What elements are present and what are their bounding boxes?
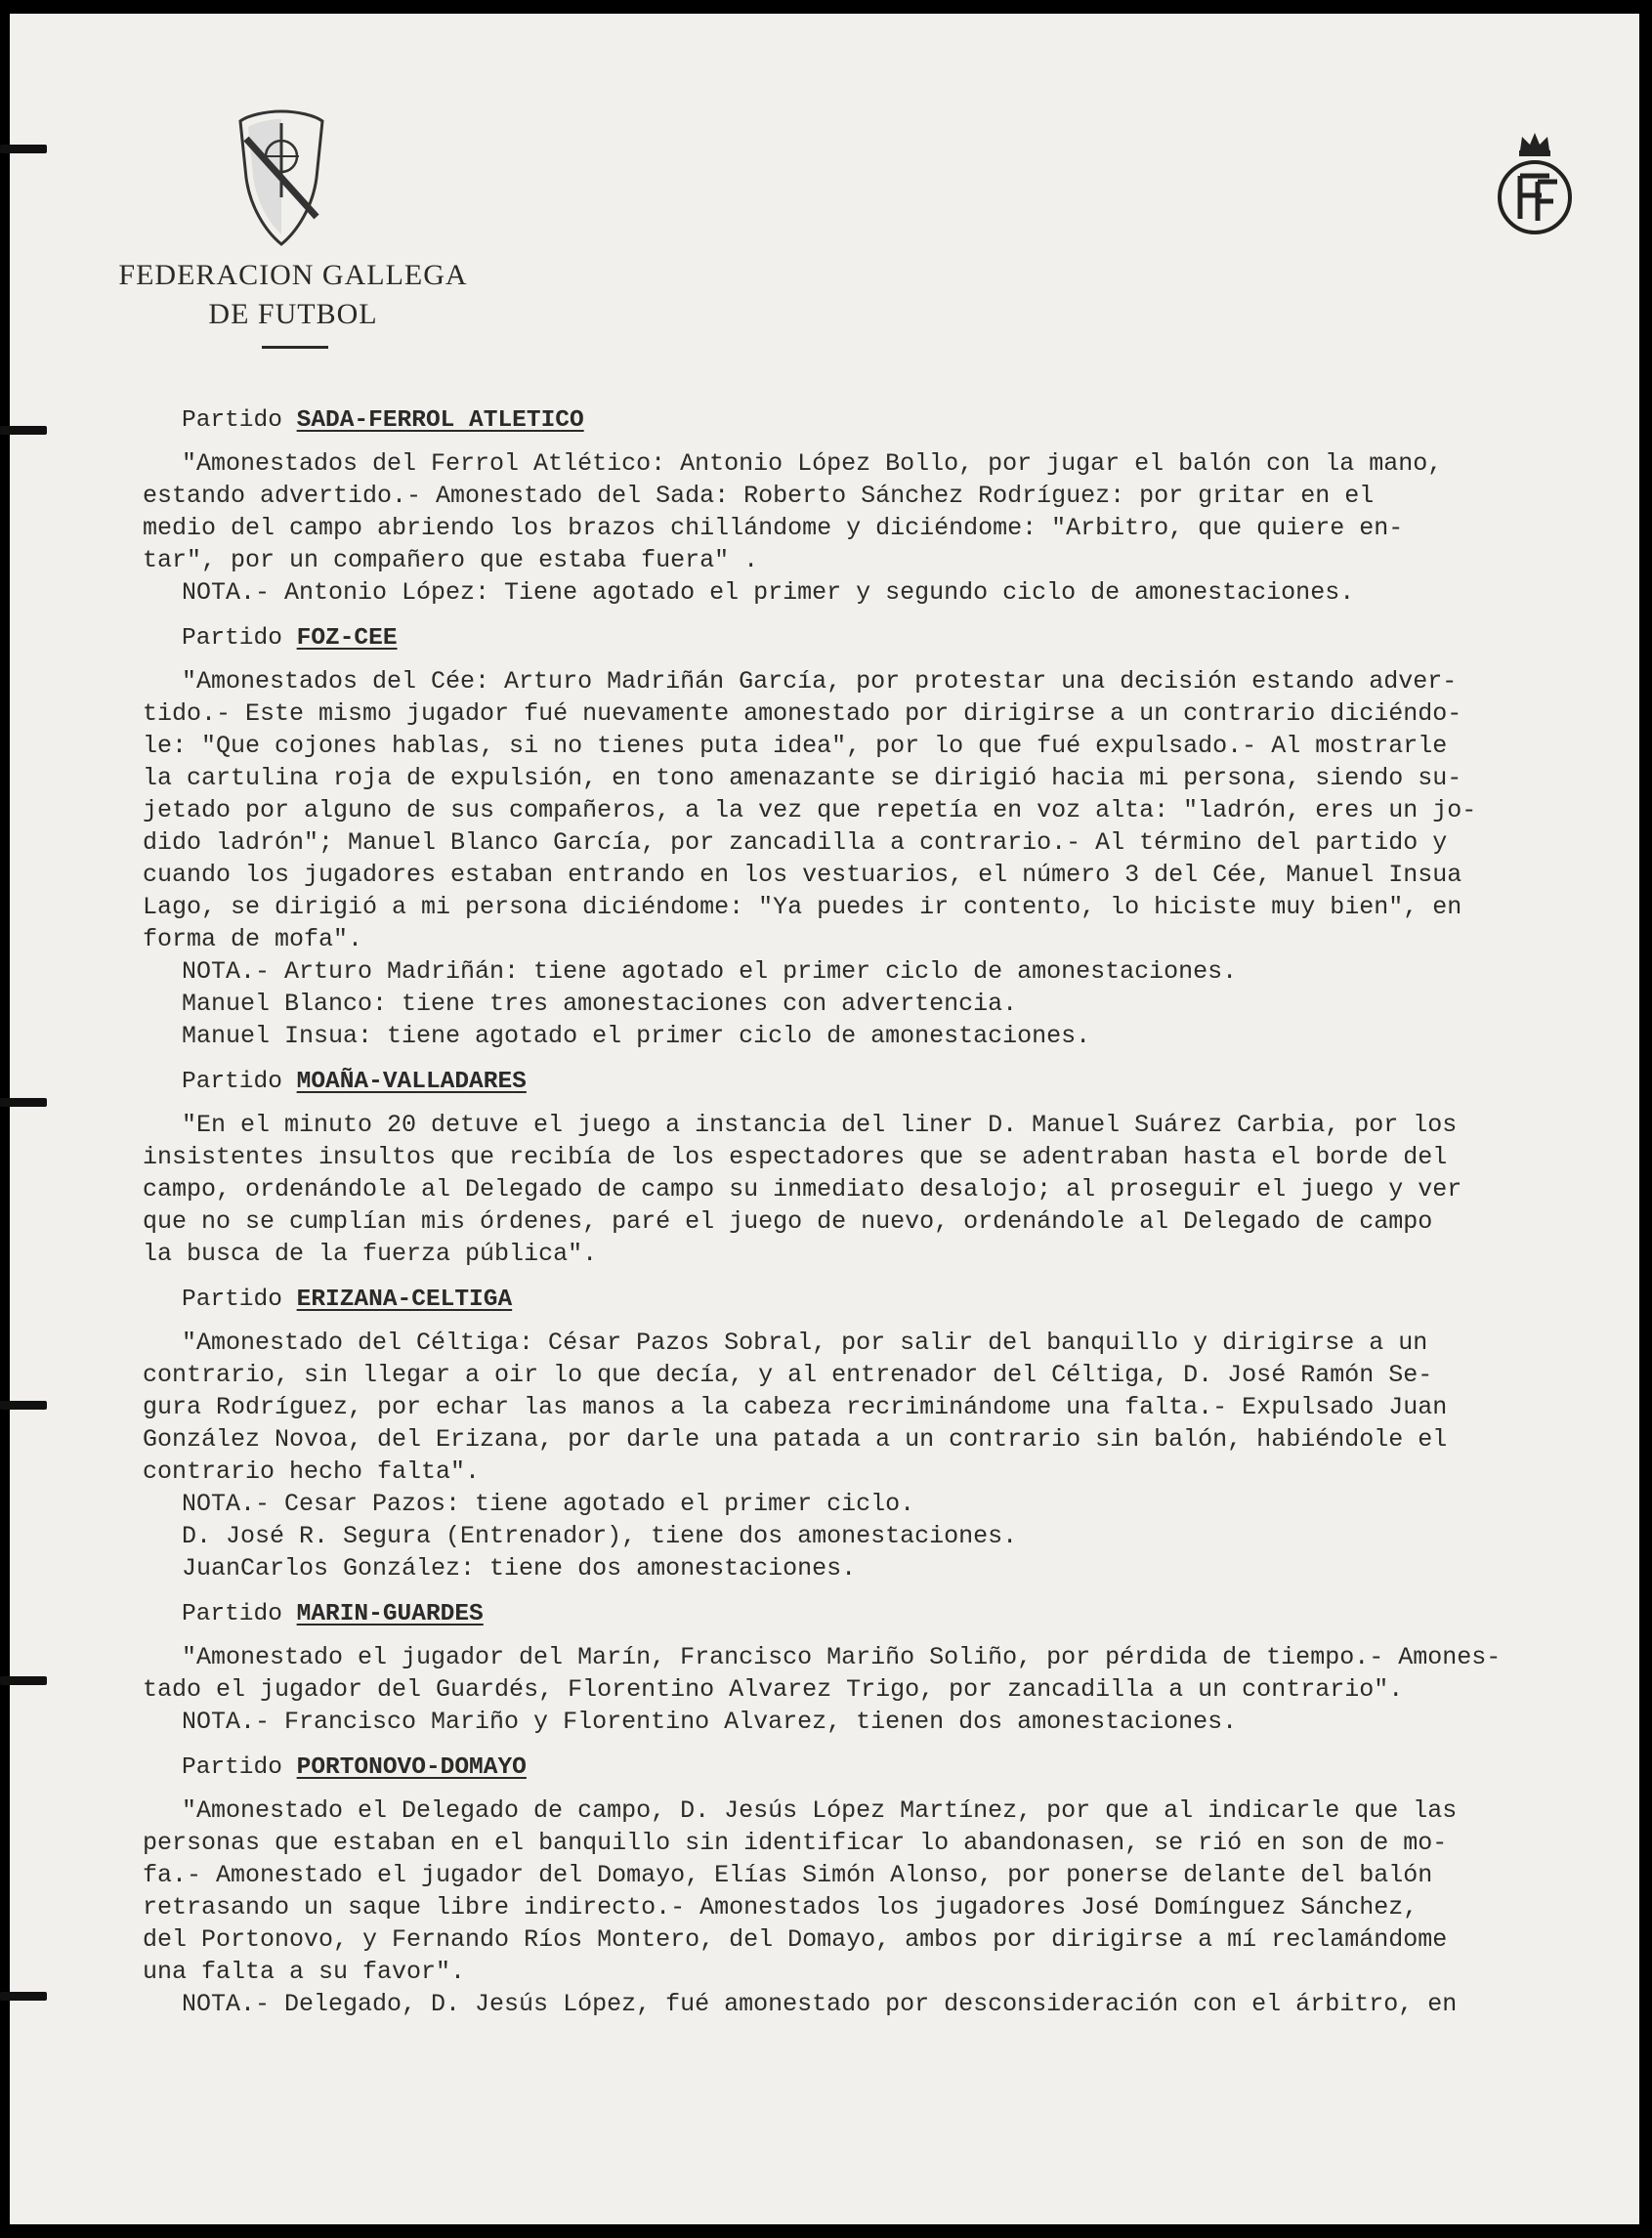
binder-hole bbox=[0, 1401, 47, 1410]
binder-hole bbox=[0, 426, 47, 435]
match-section bbox=[143, 622, 1618, 1052]
report-text-line: personas que estaban en el banquillo sin identificar lo abandonasen, se rió en son de mo- bbox=[143, 1829, 1448, 1857]
report-text-line: estando advertido.- Amonestado del Sada: Roberto Sánchez Rodríguez: por gritar en el bbox=[143, 482, 1375, 510]
match-teams: MOAÑA-VALLADARES bbox=[296, 1069, 527, 1095]
org-line-1: FEDERACION GALLEGA bbox=[118, 259, 468, 291]
report-text-line: "Amonestados del Ferrol Atlético: Antonio López Bollo, por jugar el balón con la mano, bbox=[182, 449, 1443, 478]
report-text-line: dido ladrón"; Manuel Blanco García, por zancadilla a contrario.- Al término del partido y bbox=[143, 828, 1448, 857]
match-heading bbox=[182, 622, 398, 655]
report-text-line: medio del campo abriendo los brazos chillándome y diciéndome: "Arbitro, que quiere en- bbox=[143, 514, 1404, 542]
note-line: NOTA.- Delegado, D. Jesús López, fué amonestado por desconsideración con el árbitro, en bbox=[182, 1990, 1458, 2018]
report-text-line: "Amonestado del Céltiga: César Pazos Sobral, por salir del banquillo y dirigirse a un bbox=[182, 1329, 1428, 1357]
header-divider bbox=[262, 346, 328, 349]
report-text-line: "Amonestado el Delegado de campo, D. Jesús López Martínez, por que al indicarle que las bbox=[182, 1796, 1458, 1825]
organization-name bbox=[88, 256, 498, 334]
note-line: Manuel Insua: tiene agotado el primer ciclo de amonestaciones. bbox=[182, 1022, 1091, 1050]
report-text-line: tar", por un compañero que estaba fuera" . bbox=[143, 546, 759, 574]
report-text-line: que no se cumplían mis órdenes, paré el juego de nuevo, ordenándole al Delegado de campo bbox=[143, 1207, 1433, 1236]
note-line: NOTA.- Francisco Mariño y Florentino Alvarez, tienen dos amonestaciones. bbox=[182, 1708, 1238, 1736]
match-heading bbox=[182, 404, 584, 438]
match-label: Partido bbox=[182, 1754, 282, 1781]
report-text-line: del Portonovo, y Fernando Ríos Montero, del Domayo, ambos por dirigirse a mí reclamándome bbox=[143, 1925, 1448, 1954]
report-text-line: le: "Que cojones hablas, si no tienes puta idea", por lo que fué expulsado.- Al mostrarle bbox=[143, 732, 1448, 760]
match-label: Partido bbox=[182, 1069, 282, 1095]
report-text-line: "Amonestados del Cée: Arturo Madriñán García, por protestar una decisión estando adver- bbox=[182, 667, 1458, 696]
report-text-line: Lago, se dirigió a mi persona diciéndome: "Ya puedes ir contento, lo hiciste muy bien", en bbox=[143, 893, 1462, 921]
match-teams: PORTONOVO-DOMAYO bbox=[296, 1754, 527, 1781]
match-section bbox=[143, 1598, 1618, 1738]
binder-hole bbox=[0, 1098, 47, 1107]
note-line: Manuel Blanco: tiene tres amonestaciones con advertencia. bbox=[182, 990, 1018, 1018]
match-heading bbox=[182, 1752, 527, 1785]
report-text-line: forma de mofa". bbox=[143, 925, 363, 953]
report-text-line: "Amonestado el jugador del Marín, Francisco Mariño Soliño, por pérdida de tiempo.- Amones- bbox=[182, 1643, 1502, 1671]
match-label: Partido bbox=[182, 1601, 282, 1627]
report-text-line: una falta a su favor". bbox=[143, 1958, 466, 1986]
binder-hole bbox=[0, 1676, 47, 1685]
match-heading bbox=[182, 1284, 512, 1317]
report-text-line: "En el minuto 20 detuve el juego a instancia del liner D. Manuel Suárez Carbia, por los bbox=[182, 1111, 1458, 1139]
referee-report-body bbox=[143, 404, 1618, 2034]
report-text-line: contrario hecho falta". bbox=[143, 1457, 481, 1486]
match-teams: SADA-FERROL ATLETICO bbox=[296, 407, 584, 434]
report-text-line: campo, ordenándole al Delegado de campo su inmediato desalojo; al proseguir el juego y ver bbox=[143, 1175, 1462, 1203]
rfef-crest-logo bbox=[1493, 129, 1577, 236]
match-heading bbox=[182, 1598, 484, 1631]
federation-shield-logo bbox=[236, 109, 326, 246]
match-section bbox=[143, 404, 1618, 609]
match-teams: ERIZANA-CELTIGA bbox=[296, 1287, 513, 1313]
report-text-line: la cartulina roja de expulsión, en tono amenazante se dirigió hacia mi persona, siendo su- bbox=[143, 764, 1462, 792]
match-label: Partido bbox=[182, 407, 282, 434]
match-heading bbox=[182, 1066, 527, 1099]
org-line-2: DE FUTBOL bbox=[208, 298, 378, 330]
report-text-line: jetado por alguno de sus compañeros, a la vez que repetía en voz alta: "ladrón, eres un jo- bbox=[143, 796, 1477, 824]
note-line: NOTA.- Antonio López: Tiene agotado el primer y segundo ciclo de amonestaciones. bbox=[182, 578, 1355, 607]
document-page bbox=[10, 14, 1639, 2224]
report-text-line: contrario, sin llegar a oir lo que decía, y al entrenador del Céltiga, D. José Ramón Se- bbox=[143, 1361, 1433, 1389]
note-line: D. José R. Segura (Entrenador), tiene dos amonestaciones. bbox=[182, 1522, 1018, 1550]
report-text-line: insistentes insultos que recibía de los espectadores que se adentraban hasta el borde del bbox=[143, 1143, 1448, 1171]
note-line: JuanCarlos González: tiene dos amonestaciones. bbox=[182, 1554, 857, 1583]
report-text-line: González Novoa, del Erizana, por darle una patada a un contrario sin balón, habiéndole el bbox=[143, 1425, 1448, 1454]
match-section bbox=[143, 1284, 1618, 1584]
report-text-line: tado el jugador del Guardés, Florentino Alvarez Trigo, por zancadilla a un contrario". bbox=[143, 1675, 1404, 1704]
note-line: NOTA.- Arturo Madriñán: tiene agotado el primer ciclo de amonestaciones. bbox=[182, 957, 1238, 986]
report-text-line: tido.- Este mismo jugador fué nuevamente amonestado por dirigirse a un contrario diciéndo- bbox=[143, 699, 1462, 728]
note-line: NOTA.- Cesar Pazos: tiene agotado el primer ciclo. bbox=[182, 1490, 915, 1518]
binder-hole bbox=[0, 1992, 47, 2001]
match-label: Partido bbox=[182, 625, 282, 652]
report-text-line: cuando los jugadores estaban entrando en los vestuarios, el número 3 del Cée, Manuel Insua bbox=[143, 861, 1462, 889]
match-teams: FOZ-CEE bbox=[296, 625, 398, 652]
match-section bbox=[143, 1752, 1618, 2020]
binder-hole bbox=[0, 145, 47, 153]
match-teams: MARIN-GUARDES bbox=[296, 1601, 484, 1627]
report-text-line: gura Rodríguez, por echar las manos a la cabeza recriminándome una falta.- Expulsado Juan bbox=[143, 1393, 1448, 1421]
match-section bbox=[143, 1066, 1618, 1270]
report-text-line: retrasando un saque libre indirecto.- Amonestados los jugadores José Domínguez Sánchez, bbox=[143, 1893, 1419, 1921]
report-text-line: fa.- Amonestado el jugador del Domayo, Elías Simón Alonso, por ponerse delante del balón bbox=[143, 1861, 1433, 1889]
match-label: Partido bbox=[182, 1287, 282, 1313]
report-text-line: la busca de la fuerza pública". bbox=[143, 1240, 598, 1268]
